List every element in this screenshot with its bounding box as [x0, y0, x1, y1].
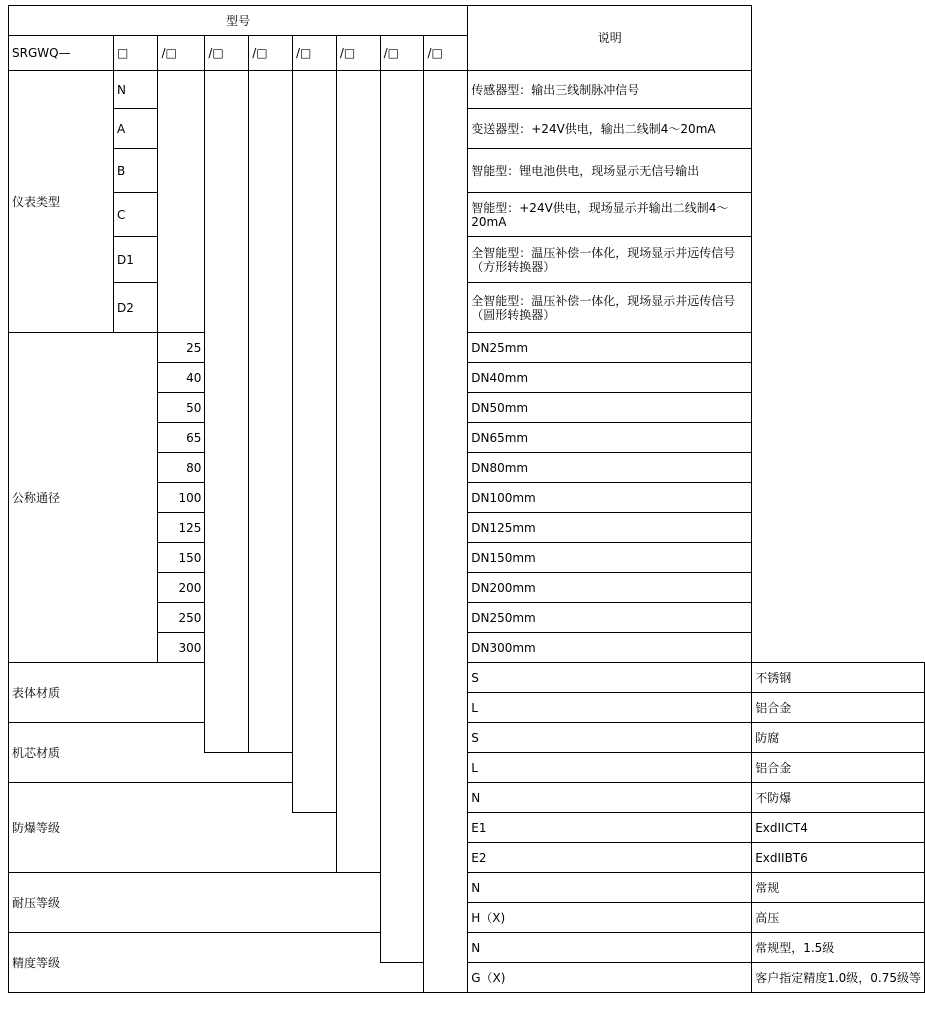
meter-type-note: 传感器型：输出三线制脉冲信号	[468, 71, 752, 109]
meter-type-note: 变送器型：+24V供电，输出二线制4～20mA	[468, 109, 752, 149]
diameter-note: DN65mm	[468, 423, 752, 453]
slot-4: /□	[249, 36, 293, 71]
slot-5: /□	[293, 36, 337, 71]
explosion-code: E1	[468, 813, 752, 843]
meter-type-note: 智能型：锂电池供电，现场显示无信号输出	[468, 149, 752, 193]
body-material-label: 表体材质	[9, 663, 249, 723]
diameter-code: 125	[158, 513, 205, 543]
diameter-note: DN300mm	[468, 633, 752, 663]
diameter-note: DN50mm	[468, 393, 752, 423]
slot-1: □	[114, 36, 158, 71]
slot-7: /□	[380, 36, 424, 71]
explosion-label: 防爆等级	[9, 783, 337, 873]
diameter-code: 50	[158, 393, 205, 423]
accuracy-note: 常规型，1.5级	[752, 933, 925, 963]
diameter-note: DN25mm	[468, 333, 752, 363]
core-material-code: S	[468, 723, 752, 753]
meter-type-note: 智能型：+24V供电，现场显示并输出二线制4～20mA	[468, 193, 752, 237]
diameter-code: 40	[158, 363, 205, 393]
meter-type-code: B	[114, 149, 158, 193]
diameter-code: 250	[158, 603, 205, 633]
body-material-note: 铝合金	[752, 693, 925, 723]
diameter-note: DN80mm	[468, 453, 752, 483]
meter-type-code: D2	[114, 283, 158, 333]
model-selection-table	[8, 5, 925, 993]
diameter-code: 200	[158, 573, 205, 603]
pressure-note: 常规	[752, 873, 925, 903]
core-material-label: 机芯材质	[9, 723, 293, 783]
meter-type-code: N	[114, 71, 158, 109]
explosion-code: N	[468, 783, 752, 813]
diameter-code: 65	[158, 423, 205, 453]
diameter-code: 80	[158, 453, 205, 483]
empty-cell	[424, 71, 468, 993]
body-material-code: S	[468, 663, 752, 693]
meter-type-note: 全智能型：温压补偿一体化，现场显示并远传信号（方形转换器）	[468, 237, 752, 283]
pressure-code: N	[468, 873, 752, 903]
accuracy-code: G（X)	[468, 963, 752, 993]
diameter-note: DN150mm	[468, 543, 752, 573]
explosion-note: ExdIIBT6	[752, 843, 925, 873]
explosion-note: ExdIICT4	[752, 813, 925, 843]
explosion-code: E2	[468, 843, 752, 873]
core-material-note: 防腐	[752, 723, 925, 753]
diameter-note: DN100mm	[468, 483, 752, 513]
slot-3: /□	[205, 36, 249, 71]
meter-type-label: 仪表类型	[9, 71, 114, 333]
pressure-label: 耐压等级	[9, 873, 381, 933]
diameter-note: DN250mm	[468, 603, 752, 633]
diameter-code: 150	[158, 543, 205, 573]
meter-type-code: C	[114, 193, 158, 237]
core-material-note: 铝合金	[752, 753, 925, 783]
empty-cell	[293, 71, 337, 813]
meter-type-code: A	[114, 109, 158, 149]
accuracy-label: 精度等级	[9, 933, 424, 993]
body-material-code: L	[468, 693, 752, 723]
model-prefix: SRGWQ—	[9, 36, 114, 71]
empty-cell	[336, 71, 380, 873]
meter-type-code: D1	[114, 237, 158, 283]
empty-cell	[249, 71, 293, 753]
accuracy-code: N	[468, 933, 752, 963]
empty-cell	[158, 71, 205, 333]
empty-cell	[380, 71, 424, 963]
pressure-note: 高压	[752, 903, 925, 933]
diameter-note: DN125mm	[468, 513, 752, 543]
diameter-label: 公称通径	[9, 333, 158, 663]
meter-type-note: 全智能型：温压补偿一体化，现场显示并远传信号（圆形转换器）	[468, 283, 752, 333]
diameter-code: 300	[158, 633, 205, 663]
accuracy-note: 客户指定精度1.0级，0.75级等	[752, 963, 925, 993]
slot-8: /□	[424, 36, 468, 71]
body-material-note: 不锈钢	[752, 663, 925, 693]
explosion-note: 不防爆	[752, 783, 925, 813]
core-material-code: L	[468, 753, 752, 783]
diameter-note: DN200mm	[468, 573, 752, 603]
empty-cell	[205, 71, 249, 753]
model-header: 型号	[9, 6, 468, 36]
diameter-code: 100	[158, 483, 205, 513]
diameter-code: 25	[158, 333, 205, 363]
pressure-code: H（X)	[468, 903, 752, 933]
slot-6: /□	[336, 36, 380, 71]
slot-2: /□	[158, 36, 205, 71]
note-header: 说明	[468, 6, 752, 71]
diameter-note: DN40mm	[468, 363, 752, 393]
